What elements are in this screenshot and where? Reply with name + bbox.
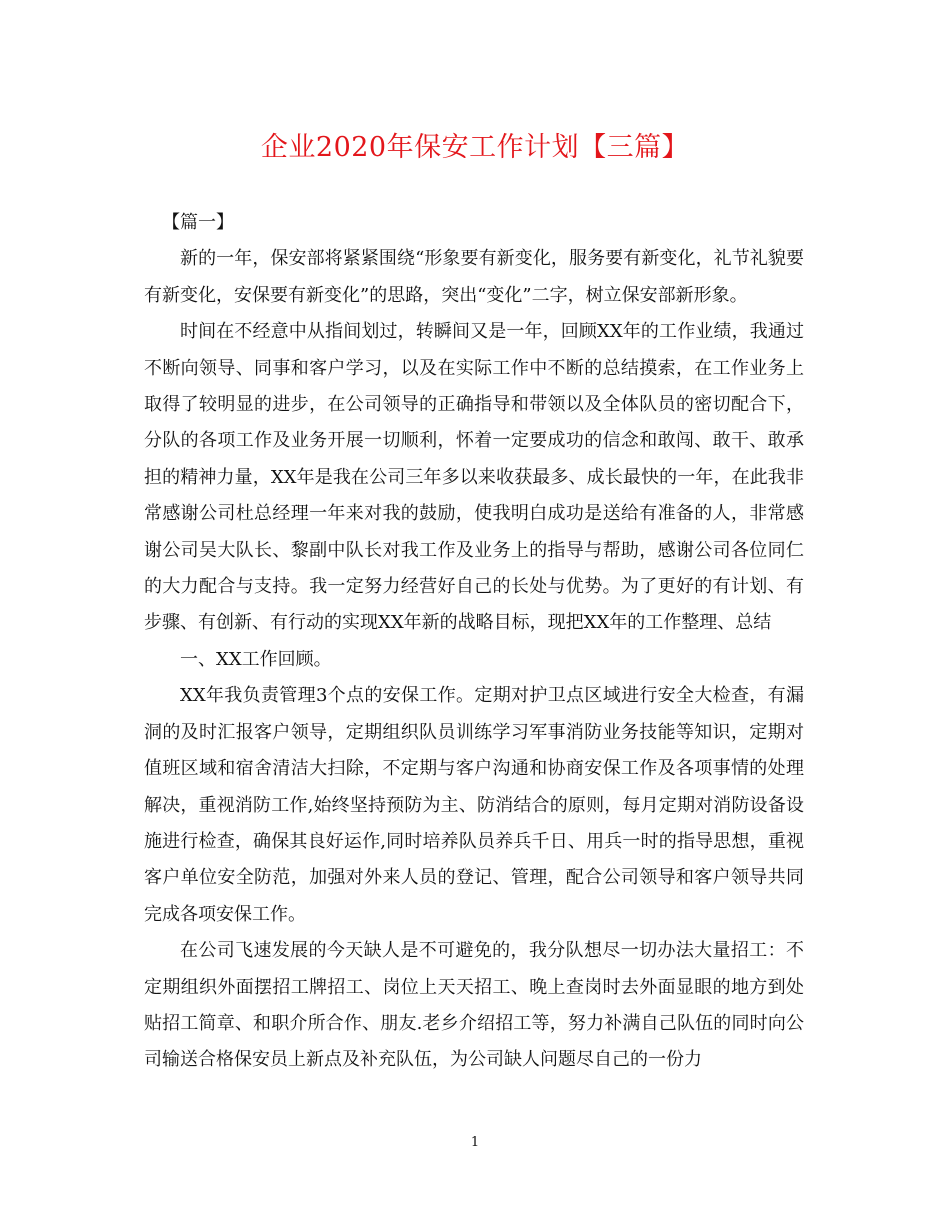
- paragraph: 新的一年，保安部将紧紧围绕“形象要有新变化，服务要有新变化，礼节礼貌要有新变化，安保要有新变化”的思路，突出“变化”二字，树立保安部新形象。: [144, 248, 804, 306]
- document-body: [144, 205, 804, 1079]
- paragraph: 时间在不经意中从指间划过，转瞬间又是一年，回顾XX年的工作业绩，我通过不断向领导、同事和客户学习，以及在实际工作中不断的总结摸索，在工作业务上取得了较明显的进步，在公司领导的正确指导和带领以及全体队员的密切配合下，分队的各项工作及业务开展一切顺利，怀着一定要成功的信念和敢闯、敢干、敢承担的精神力量，XX年是我在公司三年多以来收获最多、成长最快的一年，在此我非常感谢公司杜总经理一年来对我的鼓励，使我明白成功是送给有准备的人，非常感谢公司吴大队长、黎副中队长对我工作及业务上的指导与帮助，感谢公司各位同仁的大力配合与支持。我一定努力经营好自己的长处与优势。为了更好的有计划、有步骤、有创新、有行动的实现XX年新的战略目标，现把XX年的工作整理、总结: [144, 321, 804, 634]
- section-heading: 【篇一】: [162, 212, 234, 233]
- page-number: 1: [470, 1135, 480, 1150]
- paragraph: XX年我负责管理3个点的安保工作。定期对护卫点区域进行安全大检查，有漏洞的及时汇报客户领导，定期组织队员训练学习军事消防业务技能等知识，定期对值班区域和宿舍清洁大扫除，不定期与客户沟通和协商安保工作及各项事情的处理解决，重视消防工作,始终坚持预防为主、防消结合的原则，每月定期对消防设备设施进行检查，确保其良好运作,同时培养队员养兵千日、用兵一时的指导思想，重视客户单位安全防范，加强对外来人员的登记、管理，配合公司领导和客户领导共同完成各项安保工作。: [144, 685, 804, 925]
- document-title: 企业2020年保安工作计划【三篇】: [260, 132, 690, 163]
- paragraph: 在公司飞速发展的今天缺人是不可避免的，我分队想尽一切办法大量招工：不定期组织外面摆招工牌招工、岗位上天天招工、晚上查岗时去外面显眼的地方到处贴招工简章、和职介所合作、朋友.老乡介绍招工等，努力补满自己队伍的同时向公司输送合格保安员上新点及补充队伍，为公司缺人问题尽自己的一份力: [144, 940, 804, 1071]
- paragraph: 一、XX工作回顾。: [180, 648, 332, 670]
